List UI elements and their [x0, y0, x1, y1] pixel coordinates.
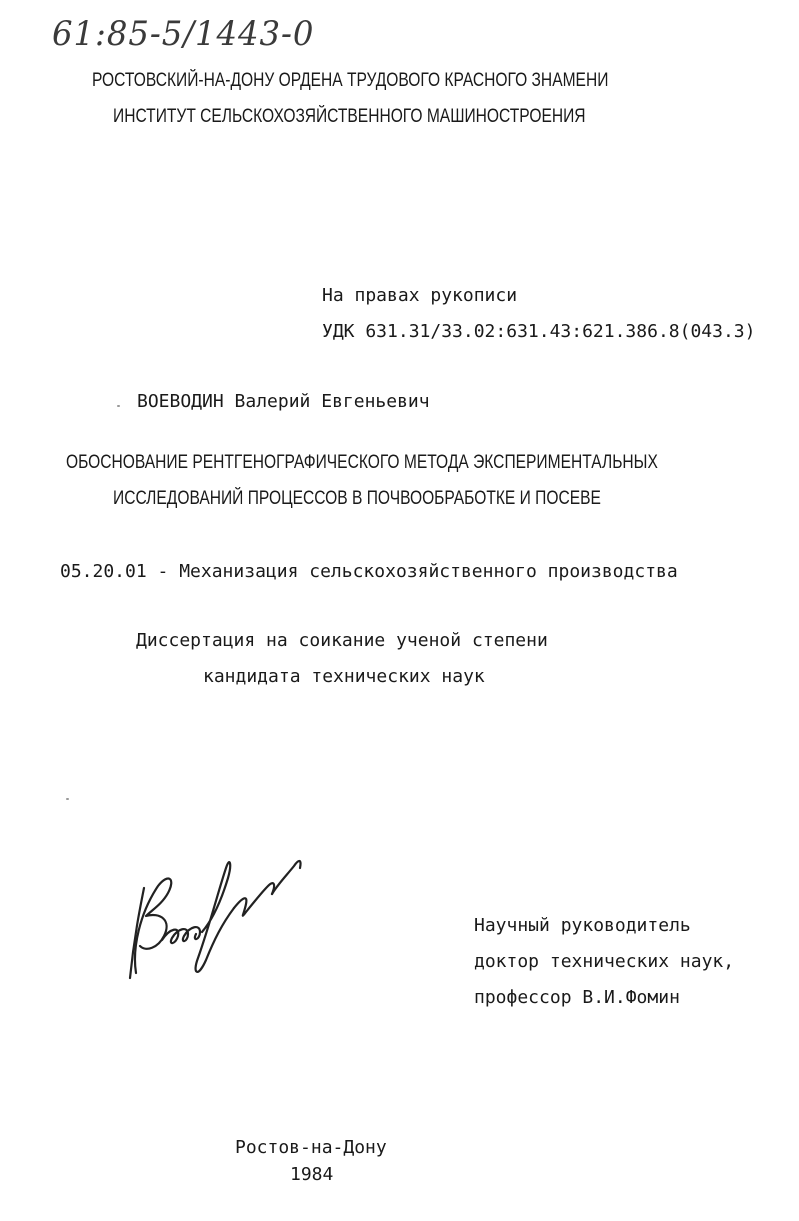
institution-line-1: РОСТОВСКИЙ-НА-ДОНУ ОРДЕНА ТРУДОВОГО КРАСНОГО ЗНАМЕНИ: [92, 70, 609, 91]
degree-line-2: кандидата технических наук: [203, 666, 485, 687]
publication-year: 1984: [290, 1164, 334, 1185]
degree-line-1: Диссертация на соикание ученой степени: [136, 630, 548, 651]
udc-code: УДК 631.31/33.02:631.43:621.386.8(043.3): [322, 321, 756, 342]
author-name: ВОЕВОДИН Валерий Евгеньевич: [137, 391, 430, 412]
author-signature: [118, 828, 318, 988]
publication-place: Ростов-на-Дону: [235, 1137, 387, 1158]
dissertation-title-line-2: ИССЛЕДОВАНИЙ ПРОЦЕССОВ В ПОЧВООБРАБОТКЕ И ПОСЕВЕ: [113, 488, 601, 509]
archive-number: 61:85-5/1443-0: [52, 14, 315, 54]
scan-speck: [66, 798, 69, 800]
manuscript-rights: На правах рукописи: [322, 285, 518, 306]
scan-speck: [117, 405, 120, 407]
dissertation-title-line-1: ОБОСНОВАНИЕ РЕНТГЕНОГРАФИЧЕСКОГО МЕТОДА ЭКСПЕРИМЕНТАЛЬНЫХ: [66, 452, 658, 473]
institution-line-2: ИНСТИТУТ СЕЛЬСКОХОЗЯЙСТВЕННОГО МАШИНОСТРОЕНИЯ: [113, 106, 586, 127]
specialty-code: 05.20.01 - Механизация сельскохозяйственного производства: [60, 561, 678, 582]
supervisor-name: профессор В.И.Фомин: [474, 987, 680, 1008]
supervisor-degree: доктор технических наук,: [474, 951, 735, 972]
supervisor-role: Научный руководитель: [474, 915, 691, 936]
